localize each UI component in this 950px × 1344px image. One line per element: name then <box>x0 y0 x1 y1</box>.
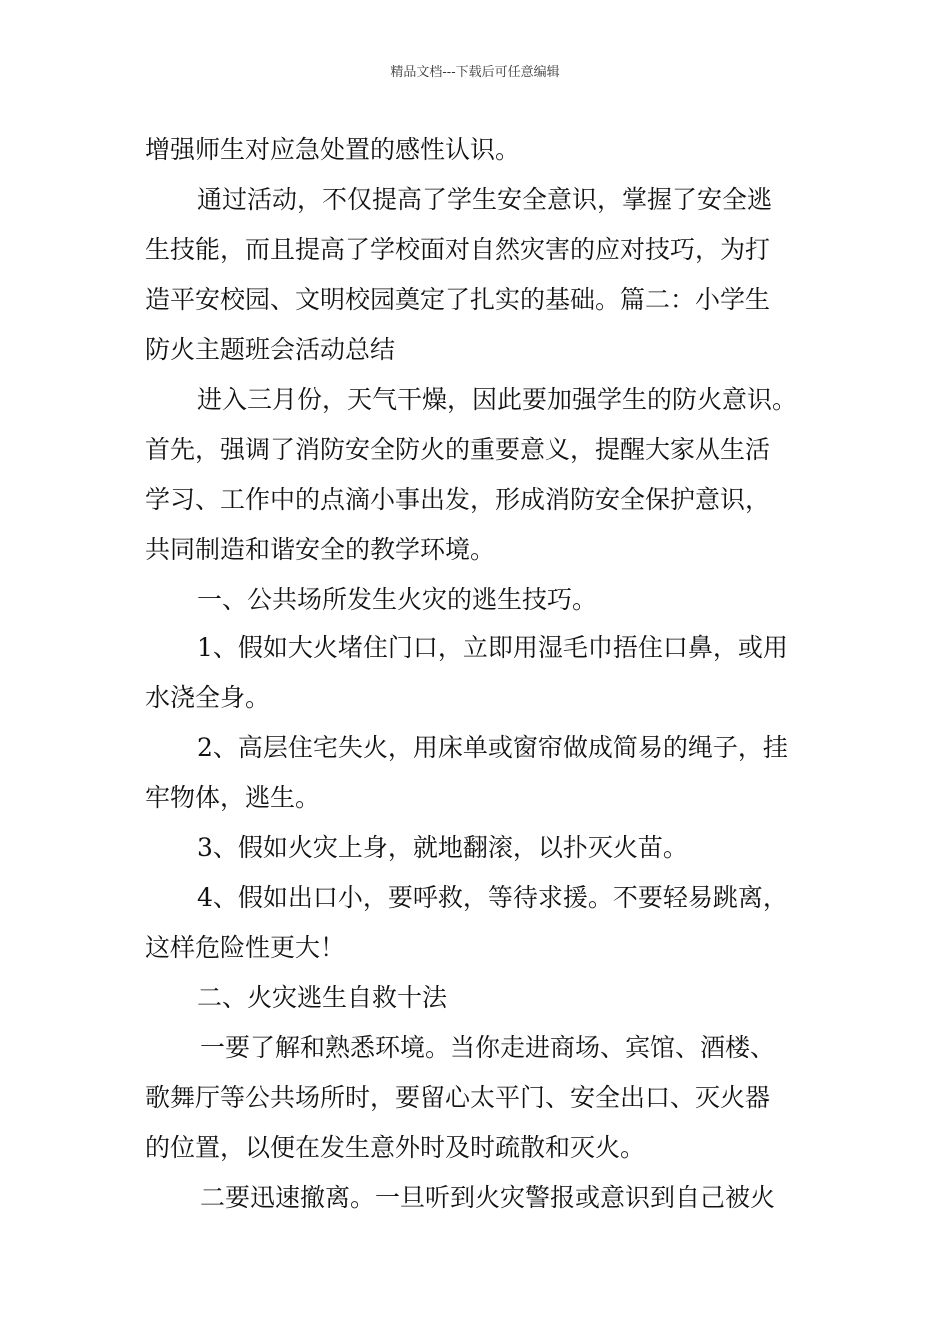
text-line: 学习、工作中的点滴小事出发，形成消防安全保护意识， <box>145 485 771 514</box>
text-line: 2、高层住宅失火，用床单或窗帘做成简易的绳子，挂 <box>197 733 788 762</box>
text-line: 1、假如大火堵住门口，立即用湿毛巾捂住口鼻，或用 <box>197 633 788 662</box>
text-line: 通过活动，不仅提高了学生安全意识，掌握了安全逃 <box>197 185 773 214</box>
text-line: 防火主题班会活动总结 <box>145 335 396 364</box>
text-line: 增强师生对应急处置的感性认识。 <box>145 135 521 164</box>
text-line: 生技能，而且提高了学校面对自然灾害的应对技巧，为打 <box>145 235 771 264</box>
text-line: 进入三月份，天气干燥，因此要加强学生的防火意识。 <box>197 385 798 414</box>
text-line: 这样危险性更大！ <box>145 933 346 962</box>
text-line: 3、假如火灾上身，就地翻滚，以扑灭火苗。 <box>197 833 688 862</box>
text-line: 4、假如出口小，要呼救，等待求援。不要轻易跳离， <box>197 883 788 912</box>
text-line: 首先，强调了消防安全防火的重要意义，提醒大家从生活 <box>145 435 771 464</box>
text-line: 水浇全身。 <box>145 683 271 712</box>
text-line: 歌舞厅等公共场所时，要留心太平门、安全出口、灭火器 <box>145 1083 771 1112</box>
text-line: 一、公共场所发生火灾的逃生技巧。 <box>197 585 598 614</box>
text-line: 牢物体，逃生。 <box>145 783 321 812</box>
text-line: 一要了解和熟悉环境。当你走进商场、宾馆、酒楼、 <box>200 1033 776 1062</box>
text-line: 造平安校园、文明校园奠定了扎实的基础。篇二：小学生 <box>145 285 771 314</box>
text-line: 二要迅速撤离。一旦听到火灾警报或意识到自己被火 <box>200 1183 776 1212</box>
text-line: 的位置，以便在发生意外时及时疏散和灭火。 <box>145 1133 646 1162</box>
text-line: 共同制造和谐安全的教学环境。 <box>145 535 496 564</box>
page-header: 精品文档---下载后可任意编辑 <box>390 65 560 80</box>
text-line: 二、火灾逃生自救十法 <box>197 983 448 1012</box>
